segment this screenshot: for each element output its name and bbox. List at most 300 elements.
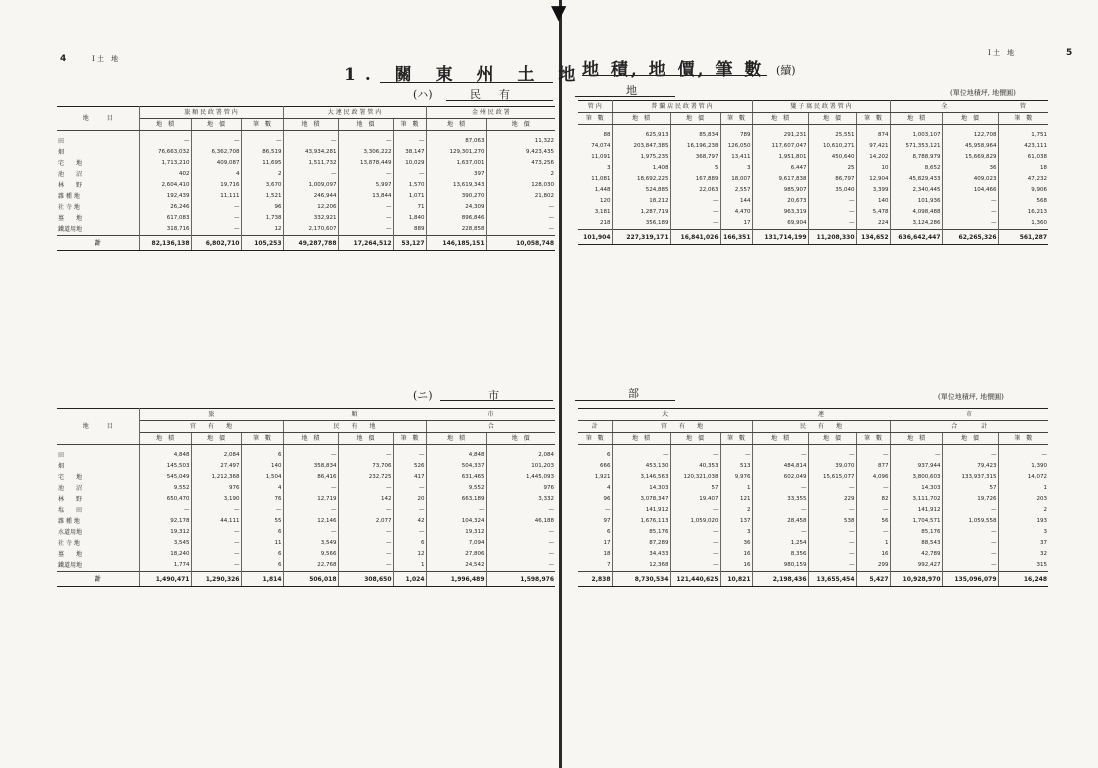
right-page-number: 5 [1066,48,1073,58]
table-cell: 617,083 [139,213,191,224]
table-cell: 8,356 [752,549,808,560]
table-cell: 3,670 [241,180,283,191]
table-cell: — [283,450,338,461]
table-cell: 666 [578,461,612,472]
group-header: 管 内 [578,101,612,113]
table-cell: — [548,215,555,221]
group-header: 全 [890,101,998,113]
table-cell: 19,312 [426,527,486,538]
table-cell: — [808,196,856,207]
total-cell: 166,351 [720,230,752,245]
subhead: 地 積 [283,433,338,445]
table-cell: 86,797 [808,174,856,185]
table-row [57,213,555,224]
table-cell: 12,904 [856,174,890,185]
table-cell: 1,951,801 [752,152,808,163]
table-cell: 192,439 [139,191,191,202]
table-cell: 203,847,385 [612,141,670,152]
table-cell: — [808,218,856,230]
table-cell: 19,407 [670,494,720,505]
table-cell: 358,834 [283,461,338,472]
table-cell: 2,077 [338,516,393,527]
total-cell: 227,319,171 [612,230,670,245]
table-cell: 193 [1036,518,1048,524]
table-cell: 45,958,964 [942,141,998,152]
table-cell: 9,906 [1031,187,1048,193]
group-header: 旅 順 民 政 署 管 内 [139,107,283,119]
table-cell: 332,921 [283,213,338,224]
table-cell: 368,797 [670,152,720,163]
table-cell: 3,800,603 [890,472,942,483]
table-cell: 1 [1043,485,1048,491]
total-cell: 1,490,471 [139,572,191,587]
table-cell: — [139,136,191,147]
table-cell: 6 [241,560,283,572]
table-cell: 2,604,410 [139,180,191,191]
table-cell: — [283,169,338,180]
table-cell: 2 [241,169,283,180]
total-cell: 121,440,625 [670,572,720,587]
table-cell: 538 [808,516,856,527]
table-cell: 40,353 [670,461,720,472]
subhead: 地 價 [191,119,241,131]
table-cell: 1,059,558 [942,516,998,527]
table-cell: — [942,549,998,560]
total-cell: 6,802,710 [191,236,241,251]
table-cell: — [808,505,856,516]
right-section-a-title: 地 [626,84,637,97]
table-cell: 24,309 [426,202,486,213]
table-row [578,472,1048,483]
table-cell: 39,070 [808,461,856,472]
table-cell: 11,111 [191,191,241,202]
table-cell: 44,111 [191,516,241,527]
table-cell: — [670,196,720,207]
table-cell: — [808,483,856,494]
table-cell: 120,321,038 [670,472,720,483]
unit-note-b: (單位地積坪, 地價圓) [938,393,1004,401]
table-cell: 14,202 [856,152,890,163]
row-label: 池 沼 [57,483,139,494]
item-header: 地 目 [57,107,139,131]
table-cell: — [191,505,241,516]
table-row [578,549,1048,560]
table-cell: 3,545 [139,538,191,549]
row-label: 田 [57,450,139,461]
subhead: 地 積 [612,113,670,125]
table-cell: 57 [942,483,998,494]
table-cell: 3,190 [191,494,241,505]
chapter-title-rule [380,82,553,83]
table-cell: 2,170,607 [283,224,338,236]
table-a-left [57,106,555,251]
table-cell: 315 [1036,562,1048,568]
table-cell: 5,478 [856,207,890,218]
table-cell: 18 [578,549,612,560]
table-row [57,191,555,202]
table-cell: — [548,226,555,232]
subhead: 筆 數 [241,433,283,445]
subhead: 地 價 [942,113,998,125]
total-cell: 53,127 [393,236,426,251]
table-cell: 1,504 [241,472,283,483]
table-cell: — [856,505,890,516]
table-cell: 1,003,107 [890,130,942,141]
table-row [578,516,1048,527]
row-label: 畑 [57,461,139,472]
table-cell: 56 [856,516,890,527]
table-cell: 21,802 [534,193,555,199]
subhead: 地 積 [426,433,486,445]
table-cell: — [942,218,998,230]
total-cell: 636,642,447 [890,230,942,245]
table-cell: — [338,538,393,549]
total-cell: 134,652 [856,230,890,245]
table-cell: 9,423,435 [526,149,555,155]
table-cell: 1,390 [1031,463,1048,469]
subgroup-header: 合 計 [890,421,1048,433]
table-cell: 356,189 [612,218,670,230]
subhead: 地 價 [486,119,555,131]
table-row [578,218,1048,230]
table-cell: 46,188 [534,518,555,524]
table-cell: 9,617,838 [752,174,808,185]
table-cell: 37 [1040,540,1048,546]
table-cell: 980,159 [752,560,808,572]
table-cell: 120 [578,196,612,207]
table-cell: 390,270 [426,191,486,202]
table-row [578,527,1048,538]
table-cell: — [338,483,393,494]
subhead: 地 價 [942,433,998,445]
table-cell: 13,411 [720,152,752,163]
table-cell: 9,552 [426,483,486,494]
table-cell: — [338,202,393,213]
table-cell: — [890,450,942,461]
table-cell: 473,256 [531,160,555,166]
table-cell: 18,212 [612,196,670,207]
table-cell: 86,519 [241,147,283,158]
table-cell: 92,178 [139,516,191,527]
table-cell: 9,552 [139,483,191,494]
table-cell: 299 [856,560,890,572]
subgroup-header: 合 [426,421,555,433]
table-cell: 12,146 [283,516,338,527]
table-cell: 937,944 [890,461,942,472]
table-cell: — [548,562,555,568]
table-row [57,180,555,191]
table-cell: 3 [1043,529,1048,535]
subhead-row [578,113,1048,125]
right-section-b-title: 部 [628,387,639,400]
table-cell: 1,408 [612,163,670,174]
table-cell: 11,695 [241,158,283,169]
table-cell: 7,094 [426,538,486,549]
total-cell: 17,264,512 [338,236,393,251]
subhead: 地 積 [890,113,942,125]
table-cell: 35,040 [808,185,856,196]
table-row [57,224,555,236]
table-cell: — [808,527,856,538]
table-cell: 3,181 [578,207,612,218]
table-cell: 3 [720,527,752,538]
table-cell: — [191,538,241,549]
subhead: 地 積 [752,433,808,445]
table-cell: — [426,505,486,516]
subhead: 地 價 [808,433,856,445]
table-cell: — [338,450,393,461]
table-cell: 6 [578,527,612,538]
table-cell: — [670,549,720,560]
table-row [578,505,1048,516]
table-cell: 16 [720,560,752,572]
table-cell: 1,009,097 [283,180,338,191]
chapter-title-text: 1. 關 東 州 土 地 [344,65,585,85]
table-row [578,185,1048,196]
table-cell: 6 [393,538,426,549]
table-cell: 524,885 [612,185,670,196]
table-cell: 22,768 [283,560,338,572]
table-cell: 128,030 [531,182,555,188]
table-cell: 34,433 [612,549,670,560]
table-cell: 3,549 [283,538,338,549]
table-cell: — [942,196,998,207]
total-cell: 1,024 [393,572,426,587]
table-cell: 71 [393,202,426,213]
table-cell: 22,063 [670,185,720,196]
table-row [57,549,555,560]
table-cell: 47,232 [1027,176,1048,182]
table-cell: 88,543 [890,538,942,549]
table-cell: 9,976 [720,472,752,483]
table-cell: 3 [578,163,612,174]
table-cell: 6 [241,527,283,538]
row-label: 社 寺 地 [57,202,139,213]
total-row [57,236,555,251]
table-cell: 402 [139,169,191,180]
table-cell: 17 [720,218,752,230]
total-cell: 10,928,970 [890,572,942,587]
table-cell: 73,706 [338,461,393,472]
table-cell: — [191,202,241,213]
subhead: 地 積 [752,113,808,125]
table-cell: 1,511,732 [283,158,338,169]
total-cell: 131,714,199 [752,230,808,245]
total-label: 計 [57,572,139,587]
table-cell: — [139,505,191,516]
table-cell: 1 [720,483,752,494]
table-row [578,207,1048,218]
table-cell: 1,738 [241,213,283,224]
subhead: 地 積 [283,119,338,131]
table-row [578,494,1048,505]
total-cell: 1,996,489 [426,572,486,587]
table-cell: 25 [808,163,856,174]
table-cell: — [338,527,393,538]
table-cell: 85,176 [612,527,670,538]
row-label: 墓 地 [57,549,139,560]
row-label: 墓 地 [57,213,139,224]
subgroup-header: 官 有 地 [139,421,283,433]
table-cell: — [1041,452,1048,458]
section-b-title: 市 [488,389,499,402]
table-cell: — [942,450,998,461]
table-cell: 631,465 [426,472,486,483]
table-row [578,560,1048,572]
table-cell: 17 [578,538,612,549]
table-cell: — [856,527,890,538]
table-cell: 3,078,347 [612,494,670,505]
table-cell: 20 [393,494,426,505]
total-cell: 135,096,079 [942,572,998,587]
subhead: 筆 數 [998,433,1048,445]
table-cell: 12,719 [283,494,338,505]
table-cell: 3,124,286 [890,218,942,230]
table-cell: 232,725 [338,472,393,483]
table-cell: 144 [720,196,752,207]
total-cell: 101,904 [578,230,612,245]
table-row [578,130,1048,141]
table-cell: 1 [393,560,426,572]
table-cell: — [191,213,241,224]
table-cell: 1,840 [393,213,426,224]
table-cell: 4,098,488 [890,207,942,218]
table-cell: 397 [426,169,486,180]
table-cell: 1,071 [393,191,426,202]
table-cell: — [548,540,555,546]
table-cell: — [283,527,338,538]
table-cell: 874 [856,130,890,141]
total-cell: 13,655,454 [808,572,856,587]
table-cell: — [670,505,720,516]
table-cell: — [393,136,426,147]
table-cell: 1,059,020 [670,516,720,527]
right-title: 地 積, 地 價, 筆 數 [582,60,765,80]
table-cell: 18 [1040,165,1048,171]
table-cell: — [942,560,998,572]
table-cell: 69,904 [752,218,808,230]
table-cell: 42,789 [890,549,942,560]
table-cell: 504,337 [426,461,486,472]
table-cell: 2 [550,171,555,177]
table-cell: — [393,450,426,461]
table-cell: — [191,527,241,538]
row-label: 雜 種 地 [57,191,139,202]
table-cell: — [548,551,555,557]
row-label: 宅 地 [57,158,139,169]
subhead: 地 積 [426,119,486,131]
table-row [578,538,1048,549]
table-cell: 650,470 [139,494,191,505]
group-header: 市 [890,409,1048,421]
table-cell: 14,303 [612,483,670,494]
table-cell: 291,231 [752,130,808,141]
total-cell: 10,821 [720,572,752,587]
row-label: 鐵道用地 [57,560,139,572]
table-cell: — [393,483,426,494]
table-cell: 228,858 [426,224,486,236]
table-cell: 19,716 [191,180,241,191]
left-running-head: Ⅰ 土 地 [92,55,118,63]
table-cell: 38,147 [393,147,426,158]
table-cell: 14,303 [890,483,942,494]
row-label: 畑 [57,147,139,158]
table-cell: — [752,483,808,494]
subhead: 地 積 [139,119,191,131]
table-row [578,483,1048,494]
table-cell: — [752,505,808,516]
table-cell: 18,007 [720,174,752,185]
table-cell: 625,913 [612,130,670,141]
subhead: 筆 數 [856,433,890,445]
table-cell: 27,497 [191,461,241,472]
table-cell: 117,607,047 [752,141,808,152]
subhead: 地 積 [612,433,670,445]
table-cell: 6,447 [752,163,808,174]
total-cell: 2,838 [578,572,612,587]
table-cell: 3,111,702 [890,494,942,505]
row-label: 宅 地 [57,472,139,483]
table-cell: — [670,450,720,461]
table-cell: 24,542 [426,560,486,572]
table-cell: 4,848 [426,450,486,461]
table-cell: — [191,549,241,560]
table-cell: 7 [578,560,612,572]
table-cell: — [808,560,856,572]
left-page-number: 4 [60,54,67,64]
table-cell: — [942,505,998,516]
table-cell: 45,829,433 [890,174,942,185]
total-cell: 146,185,151 [426,236,486,251]
table-cell: — [752,450,808,461]
row-label: 塩 田 [57,505,139,516]
table-cell: 1,713,210 [139,158,191,169]
subhead: 地 價 [670,433,720,445]
subgroup-header: 計 [578,421,612,433]
total-label: 計 [57,236,139,251]
subhead: 地 積 [139,433,191,445]
table-cell: 5 [670,163,720,174]
table-row [578,461,1048,472]
subhead: 地 積 [890,433,942,445]
table-row [57,202,555,213]
table-cell: — [808,450,856,461]
table-cell: — [338,505,393,516]
table-cell: 1 [856,538,890,549]
subhead: 筆 數 [393,119,426,131]
table-cell: 8,788,979 [890,152,942,163]
total-cell: 506,018 [283,572,338,587]
table-cell: 4,470 [720,207,752,218]
table-b-left [57,408,555,587]
table-cell: 2,084 [538,452,555,458]
table-cell: — [670,560,720,572]
table-cell: 25,551 [808,130,856,141]
table-cell: — [808,207,856,218]
table-cell: 571,353,121 [890,141,942,152]
table-cell: 141,912 [890,505,942,516]
table-cell: 568 [1036,198,1048,204]
table-cell: 82 [856,494,890,505]
table-cell: 20,673 [752,196,808,207]
table-cell: 79,423 [942,461,998,472]
subhead-row [578,433,1048,445]
subhead: 筆 數 [720,113,752,125]
table-cell: 992,427 [890,560,942,572]
page-gutter [559,0,562,768]
table-row [57,158,555,169]
table-row [57,136,555,147]
